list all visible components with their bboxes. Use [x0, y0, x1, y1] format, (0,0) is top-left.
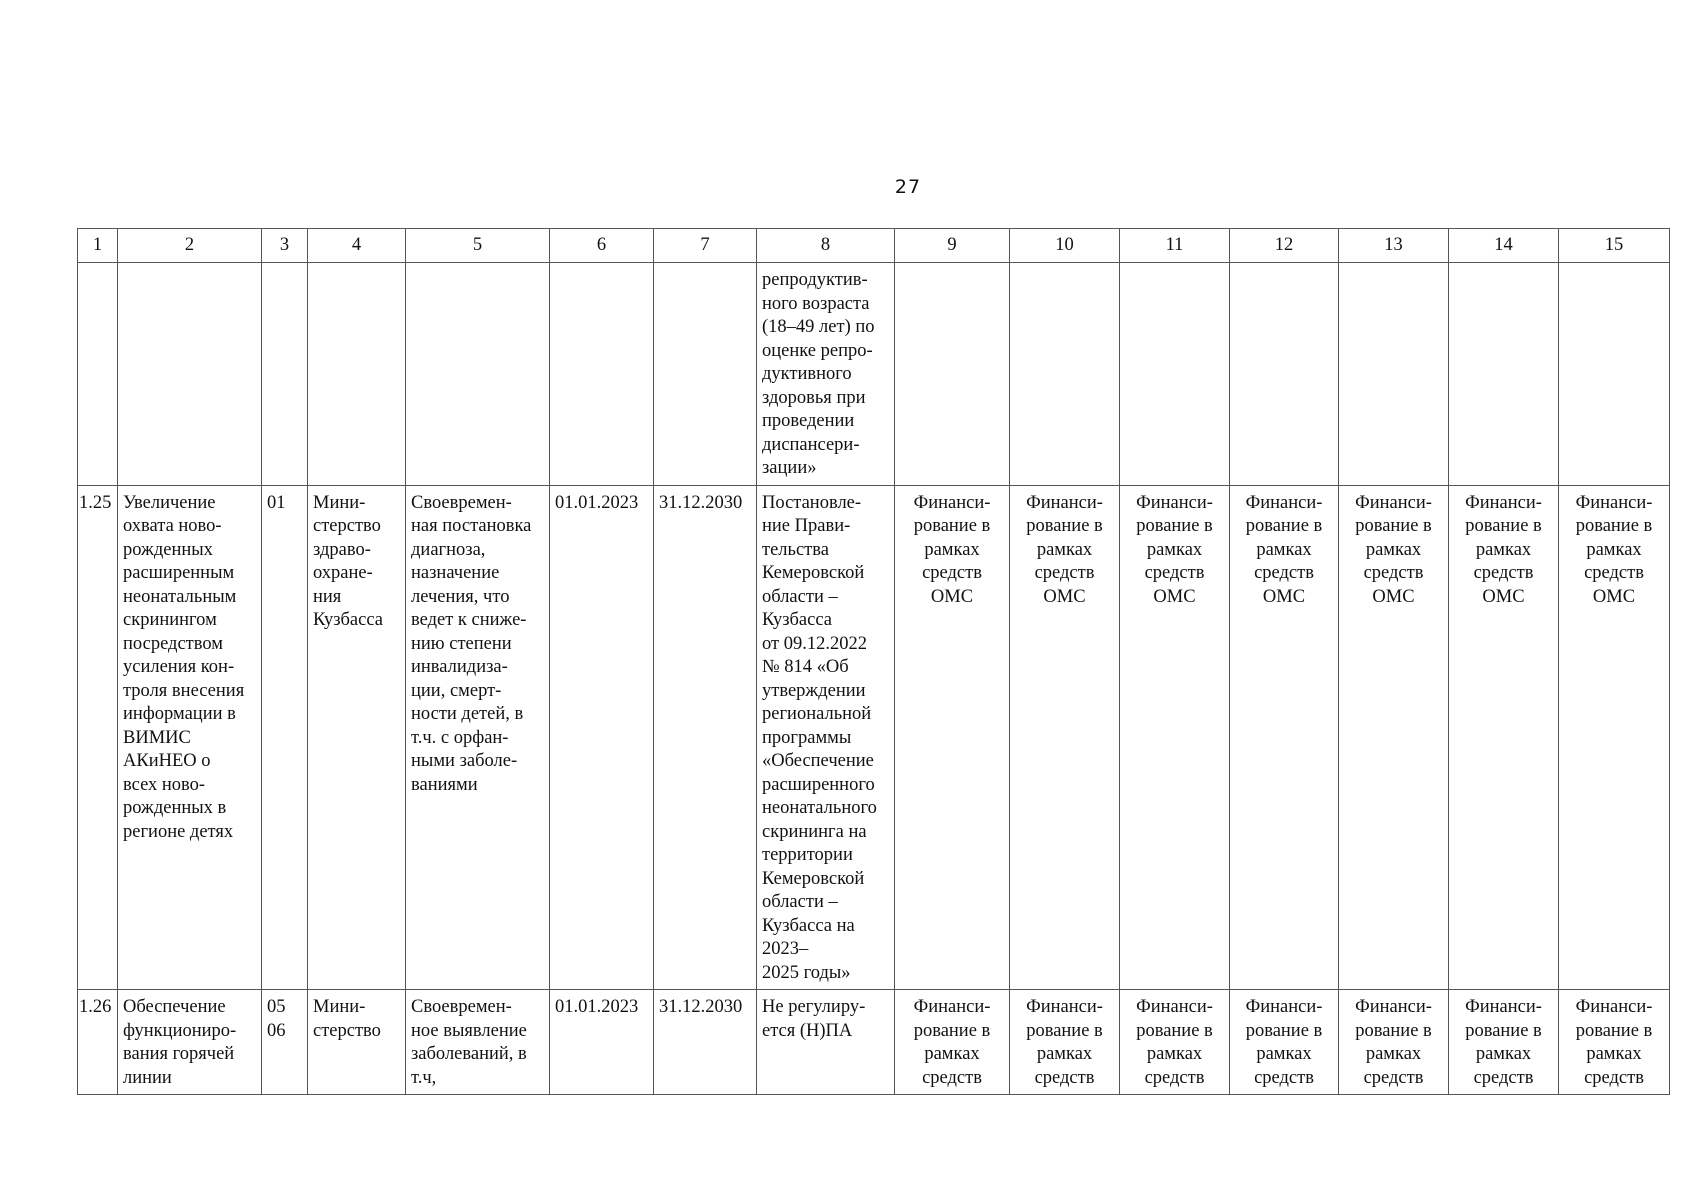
header-col-6: 6: [550, 229, 654, 263]
table-cell: [1230, 263, 1339, 486]
table-row: [78, 485, 1670, 990]
code-cell: 01: [262, 485, 308, 990]
financing-cell: Финанси- рование в рамках средств: [1449, 990, 1559, 1095]
financing-cell: Финанси- рование в рамках средств: [1120, 990, 1230, 1095]
financing-cell: Финанси- рование в рамках средств ОМС: [1120, 485, 1230, 990]
legal-basis: Постановле- ние Прави- тельства Кемеровской области – Кузбасса от 09.12.2022 № 814 «Об утверждении региональной программы «Обеспечение расширенного неонатального скрининга на территории Кемеровской области – Кузбасса на 2023– 2025 годы»: [757, 485, 895, 990]
financing-cell: Финанси- рование в рамках средств ОМС: [1559, 485, 1670, 990]
header-col-9: 9: [895, 229, 1010, 263]
header-col-3: 3: [262, 229, 308, 263]
table-cell: [1120, 263, 1230, 486]
table-cell: [1010, 263, 1120, 486]
financing-cell: Финанси- рование в рамках средств: [1559, 990, 1670, 1095]
financing-cell: Финанси- рование в рамках средств: [1339, 990, 1449, 1095]
table-cell: [654, 263, 757, 486]
row-number: 1.26: [78, 990, 118, 1095]
financing-cell: Финанси- рование в рамках средств: [895, 990, 1010, 1095]
financing-cell: Финанси- рование в рамках средств: [1010, 990, 1120, 1095]
table-cell: [78, 263, 118, 486]
responsible-executor: Мини- стерство: [308, 990, 406, 1095]
row-number: 1.25: [78, 485, 118, 990]
table-cell: [308, 263, 406, 486]
table-cell: [1559, 263, 1670, 486]
responsible-executor: Мини- стерство здраво- охране- ния Кузбасса: [308, 485, 406, 990]
header-col-1: 1: [78, 229, 118, 263]
page-number: 27: [894, 176, 922, 198]
header-col-4: 4: [308, 229, 406, 263]
table-cell: [895, 263, 1010, 486]
table-cell: [1339, 263, 1449, 486]
header-col-12: 12: [1230, 229, 1339, 263]
financing-cell: Финанси- рование в рамках средств ОМС: [1010, 485, 1120, 990]
table-cell: [550, 263, 654, 486]
legal-basis: Не регулиру- ется (Н)ПА: [757, 990, 895, 1095]
measures-table: [77, 228, 1670, 1095]
table-cell: [406, 263, 550, 486]
code-cell: 05 06: [262, 990, 308, 1095]
table-header-row: [78, 229, 1670, 263]
table-cell: [118, 263, 262, 486]
end-date: 31.12.2030: [654, 485, 757, 990]
expected-result: Своевремен- ная постановка диагноза, назначение лечения, что ведет к сниже- нию степени инвалидиза- ции, смерт- ности детей, в т.ч. с орфан- ными заболе- ваниями: [406, 485, 550, 990]
header-col-15: 15: [1559, 229, 1670, 263]
header-col-11: 11: [1120, 229, 1230, 263]
header-col-8: 8: [757, 229, 895, 263]
table-row: [78, 263, 1670, 486]
table-cell: [1449, 263, 1559, 486]
header-col-2: 2: [118, 229, 262, 263]
financing-cell: Финанси- рование в рамках средств ОМС: [1449, 485, 1559, 990]
header-col-5: 5: [406, 229, 550, 263]
measure-name: Увеличение охвата ново- рожденных расширенным неонатальным скринингом посредством усиления кон- троля внесения информации в ВИМИС АКиНЕО о всех ново- рожденных в регионе детях: [118, 485, 262, 990]
table-row: [78, 990, 1670, 1095]
financing-cell: Финанси- рование в рамках средств ОМС: [1230, 485, 1339, 990]
measure-name: Обеспечение функциониро- вания горячей линии: [118, 990, 262, 1095]
table-cell: [262, 263, 308, 486]
financing-cell: Финанси- рование в рамках средств ОМС: [1339, 485, 1449, 990]
financing-cell: Финанси- рование в рамках средств: [1230, 990, 1339, 1095]
header-col-10: 10: [1010, 229, 1120, 263]
header-col-7: 7: [654, 229, 757, 263]
legal-basis-text: репродуктив- ного возраста (18–49 лет) по оценке репро- дуктивного здоровья при проведении диспансери- зации»: [762, 270, 875, 478]
start-date: 01.01.2023: [550, 990, 654, 1095]
header-col-14: 14: [1449, 229, 1559, 263]
table-cell: [757, 263, 895, 486]
end-date: 31.12.2030: [654, 990, 757, 1095]
header-col-13: 13: [1339, 229, 1449, 263]
financing-cell: Финанси- рование в рамках средств ОМС: [895, 485, 1010, 990]
expected-result: Своевремен- ное выявление заболеваний, в т.ч,: [406, 990, 550, 1095]
start-date: 01.01.2023: [550, 485, 654, 990]
